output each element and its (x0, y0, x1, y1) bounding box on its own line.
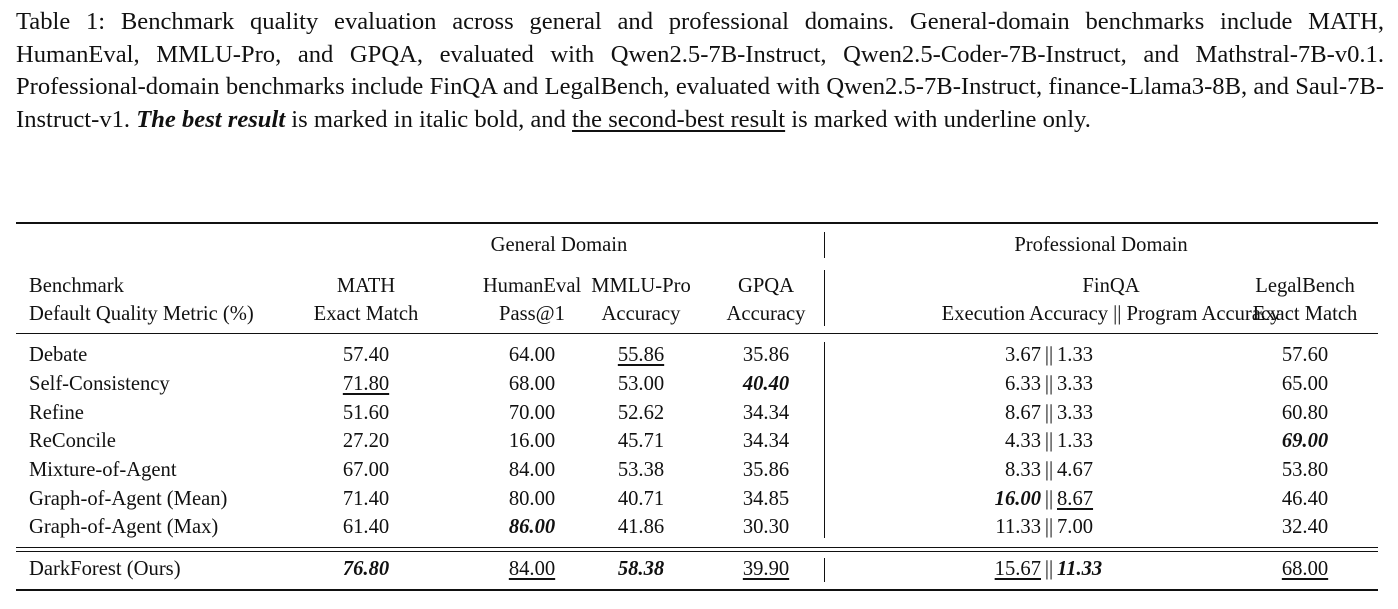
col-metric-4: Execution Accuracy || Program Accuracy (941, 303, 1281, 325)
table-cell: 84.00 (508, 558, 556, 580)
header-divider (824, 270, 825, 326)
finqa-execution-cell: 3.67 (1004, 344, 1041, 366)
table-cell: 27.20 (342, 430, 390, 452)
table-cell: 51.60 (342, 402, 390, 424)
table-cell: 80.00 (508, 488, 556, 510)
table-caption (16, 6, 1384, 136)
table-cell: 76.80 (342, 558, 390, 580)
col-header-4: FinQA (1082, 275, 1140, 297)
finqa-execution-cell: 11.33 (995, 516, 1041, 538)
col-metric-2: Accuracy (601, 303, 681, 325)
table-cell: 68.00 (508, 373, 556, 395)
header-rule (16, 333, 1378, 334)
table-cell: 30.30 (742, 516, 790, 538)
table-cell: 53.80 (1281, 459, 1329, 481)
table-cell: 70.00 (508, 402, 556, 424)
table-cell: 64.00 (508, 344, 556, 366)
finqa-separator: || (1044, 558, 1054, 580)
table-cell: 45.71 (617, 430, 665, 452)
finqa-execution-cell: 4.33 (1004, 430, 1041, 452)
finqa-program-cell: 3.33 (1057, 373, 1094, 395)
table-cell: 68.00 (1281, 558, 1329, 580)
table-cell: 69.00 (1281, 430, 1329, 452)
table-cell: 40.71 (617, 488, 665, 510)
finqa-program-cell: 3.33 (1057, 402, 1094, 424)
col-header-3: GPQA (737, 275, 795, 297)
table-cell: 53.00 (617, 373, 665, 395)
col-header-1: HumanEval (482, 275, 582, 297)
row-method-label: DarkForest (Ours) (29, 558, 181, 580)
table-cell: 52.62 (617, 402, 665, 424)
finqa-separator: || (1044, 373, 1054, 395)
table-cell: 34.34 (742, 430, 790, 452)
caption-text-2: is marked in italic bold, and (285, 105, 573, 133)
table-cell: 39.90 (742, 558, 790, 580)
table-cell: 57.60 (1281, 344, 1329, 366)
row-method-label: Graph-of-Agent (Mean) (29, 488, 228, 510)
finqa-program-cell: 4.67 (1057, 459, 1094, 481)
col-header-5: LegalBench (1255, 275, 1355, 297)
finqa-separator: || (1044, 459, 1054, 481)
finqa-program-cell: 7.00 (1057, 516, 1094, 538)
finqa-program-cell: 11.33 (1057, 558, 1103, 580)
finqa-program-cell: 1.33 (1057, 344, 1094, 366)
table-cell: 71.80 (342, 373, 390, 395)
finqa-separator: || (1044, 516, 1054, 538)
header-quality-metric: Default Quality Metric (%) (29, 303, 254, 325)
col-header-0: MATH (336, 275, 396, 297)
finqa-execution-cell: 6.33 (1004, 373, 1041, 395)
finqa-execution-cell: 8.67 (1004, 402, 1041, 424)
row-method-label: Mixture-of-Agent (29, 459, 177, 481)
group-professional-domain: Professional Domain (1014, 234, 1188, 256)
table-cell: 32.40 (1281, 516, 1329, 538)
finqa-program-cell: 1.33 (1057, 430, 1094, 452)
finqa-execution-cell: 15.67 (994, 558, 1041, 580)
table-cell: 35.86 (742, 459, 790, 481)
table-cell: 67.00 (342, 459, 390, 481)
group-general-domain: General Domain (490, 234, 628, 256)
row-method-label: Self-Consistency (29, 373, 170, 395)
table-cell: 46.40 (1281, 488, 1329, 510)
table-cell: 86.00 (508, 516, 556, 538)
finqa-separator: || (1044, 344, 1054, 366)
ours-rule-top (16, 547, 1378, 548)
caption-best-marker: The best result (136, 105, 286, 133)
ours-rule-bottom (16, 551, 1378, 552)
table-cell: 61.40 (342, 516, 390, 538)
col-metric-3: Accuracy (726, 303, 806, 325)
table-cell: 71.40 (342, 488, 390, 510)
col-header-2: MMLU-Pro (591, 275, 691, 297)
ours-divider (824, 558, 825, 582)
body-divider (824, 342, 825, 538)
row-method-label: Debate (29, 344, 88, 366)
table-cell: 40.40 (742, 373, 790, 395)
table-cell: 57.40 (342, 344, 390, 366)
caption-text-3: is marked with underline only. (785, 105, 1091, 133)
finqa-execution-cell: 16.00 (994, 488, 1041, 510)
finqa-separator: || (1044, 430, 1054, 452)
table-cell: 34.34 (742, 402, 790, 424)
header-benchmark: Benchmark (29, 275, 124, 297)
col-metric-0: Exact Match (313, 303, 419, 325)
top-rule (16, 222, 1378, 224)
table-cell: 84.00 (508, 459, 556, 481)
finqa-separator: || (1044, 402, 1054, 424)
row-method-label: Graph-of-Agent (Max) (29, 516, 219, 538)
bottom-rule (16, 589, 1378, 591)
table-cell: 16.00 (508, 430, 556, 452)
table-cell: 65.00 (1281, 373, 1329, 395)
caption-second-marker: the second-best result (572, 105, 786, 133)
row-method-label: ReConcile (29, 430, 116, 452)
finqa-program-cell: 8.67 (1057, 488, 1094, 510)
finqa-execution-cell: 8.33 (1004, 459, 1041, 481)
table-cell: 34.85 (742, 488, 790, 510)
col-metric-5: Exact Match (1252, 303, 1358, 325)
caption-text-1: Table 1: Benchmark quality evaluation across general and professional domains. General-domain benchmarks include MATH, HumanEval, MMLU-Pro, and GPQA, evaluated with Qwen2.5-7B-Instruct, Qwen2.5-Coder-7B-Instruct, and Mathstral-7B-v0.1. Professional-domain benchmarks include FinQA and LegalBench, evaluated with Qwen2.5-7B-Instruct, finance-Llama3-8B, and Saul-7B-Instruct-v1. (16, 8, 1384, 133)
table-cell: 60.80 (1281, 402, 1329, 424)
table-cell: 53.38 (617, 459, 665, 481)
row-method-label: Refine (29, 402, 84, 424)
table-cell: 35.86 (742, 344, 790, 366)
table-cell: 55.86 (617, 344, 665, 366)
table-cell: 58.38 (617, 558, 665, 580)
table-cell: 41.86 (617, 516, 665, 538)
finqa-separator: || (1044, 488, 1054, 510)
col-metric-1: Pass@1 (499, 303, 565, 325)
group-divider (824, 232, 825, 258)
